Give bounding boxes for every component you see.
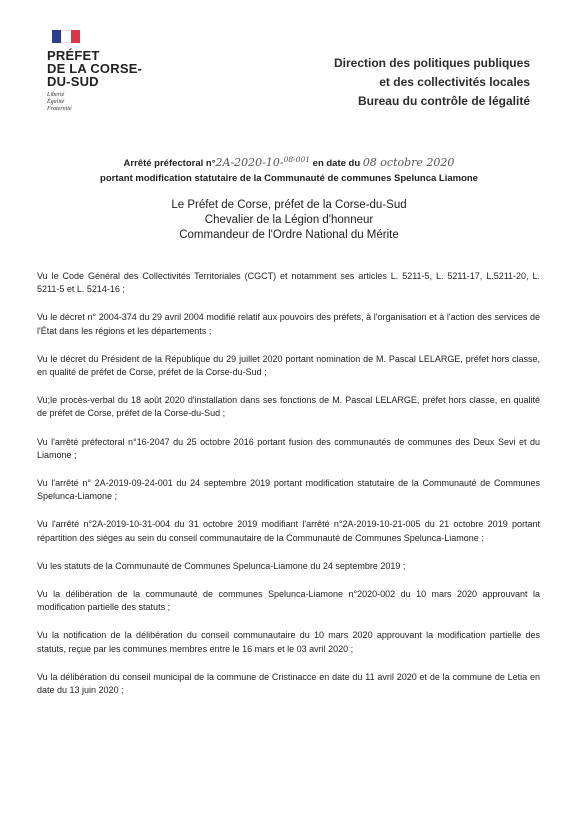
service-header <box>334 54 530 111</box>
considerant-paragraph: Vu le Code Général des Collectivités Territoriales (CGCT) et notamment ses articles L. 5211-5, L. 5211-17, L.5211-20, L. 5211-5 et L. 5214-16 ; <box>37 271 540 295</box>
prefecture-logo <box>47 30 157 113</box>
arrete-date-handwritten: 08 octobre 2020 <box>362 156 455 170</box>
considerant-paragraph: Vu la délibération du conseil municipal de la commune de Cristinacce en date du 11 avril 2020 et de la commune de Letia en date du 13 juin 2020 ; <box>37 671 540 696</box>
motto-line: Fraternité <box>47 106 72 112</box>
considerant-paragraph: Vu;le procès-verbal du 18 août 2020 d'installation dans ses fonctions de M. Pascal LELARGE, préfet hors classe, en qualité de préfet de Corse, préfet de la Corse-du-Sud ; <box>37 395 540 419</box>
considerant-paragraph: Vu le décret n° 2004-374 du 29 avril 2004 modifié relatif aux pouvoirs des préfets, à l'organisation et à l'action des services de l'État dans les régions et les départements ; <box>37 312 540 336</box>
considerant-paragraph: Vu le décret du Président de la République du 29 juillet 2020 portant nomination de M. Pascal LELARGE, préfet hors classe, en qualité de préfet de Corse, préfet de la Corse-du-Sud ; <box>37 353 540 378</box>
considerant-paragraph: Vu l'arrêté préfectoral n°16-2047 du 25 octobre 2016 portant fusion des communautés de communes des Deux Sevi et du Liamone ; <box>37 436 540 460</box>
prefecture-name-line: DU-SUD <box>47 74 99 89</box>
arrete-date-prefix: en date du <box>310 158 363 170</box>
prefecture-name <box>47 49 157 88</box>
prefet-block <box>0 198 578 243</box>
marianne-flag-icon <box>52 30 80 43</box>
prefet-line: Chevalier de la Légion d'honneur <box>204 214 374 226</box>
considerants-list <box>37 270 540 697</box>
arrete-title-line1 <box>0 152 578 171</box>
arrete-number-suffix-handwritten: 08-001 <box>283 155 311 164</box>
republic-motto <box>47 92 157 113</box>
considerant-paragraph: Vu la notification de la délibération du conseil communautaire du 10 mars 2020 approuvant la modification partielle des statuts, reçue par les communes membres entre le 16 mars et le 03 avril 2020 ; <box>37 630 540 654</box>
prefet-line: Le Préfet de Corse, préfet de la Corse-du-Sud <box>171 199 407 211</box>
service-line: Direction des politiques publiques <box>333 56 530 70</box>
prefecture-name-line: PRÉFET <box>47 48 100 63</box>
service-line: Bureau du contrôle de légalité <box>357 94 530 108</box>
service-line: et des collectivités locales <box>379 75 530 89</box>
prefet-line: Commandeur de l'Ordre National du Mérite <box>179 229 399 241</box>
considerant-paragraph: Vu l'arrêté n° 2A-2019-09-24-001 du 24 septembre 2019 portant modification statutaire de la Communauté de Communes Spelunca-Liamone ; <box>37 478 540 502</box>
arrete-title <box>0 152 578 186</box>
considerant-paragraph: Vu la délibération de la communauté de communes Spelunca-Liamone n°2020-002 du 10 mars 2020 approuvant la modification partielle des statuts ; <box>37 589 540 613</box>
motto-line: Liberté <box>47 92 65 98</box>
arrete-prefix: Arrêté préfectoral n° <box>123 158 216 170</box>
motto-line: Égalité <box>47 99 65 105</box>
arrete-title-line2: portant modification statutaire de la Communauté de communes Spelunca Liamone <box>100 173 478 185</box>
considerant-paragraph: Vu l'arrêté n°2A-2019-10-31-004 du 31 octobre 2019 modifiant l'arrêté n°2A-2019-10-21-005 du 21 octobre 2019 portant répartition des sièges au sein du conseil communautaire de la Communauté de Communes Spelunca-Liamone ; <box>37 519 540 543</box>
arrete-number-handwritten: 2A-2020-10- <box>215 156 284 170</box>
prefecture-name-line: DE LA CORSE- <box>47 61 143 76</box>
considerant-paragraph: Vu les statuts de la Communauté de Communes Spelunca-Liamone du 24 septembre 2019 ; <box>37 560 406 571</box>
